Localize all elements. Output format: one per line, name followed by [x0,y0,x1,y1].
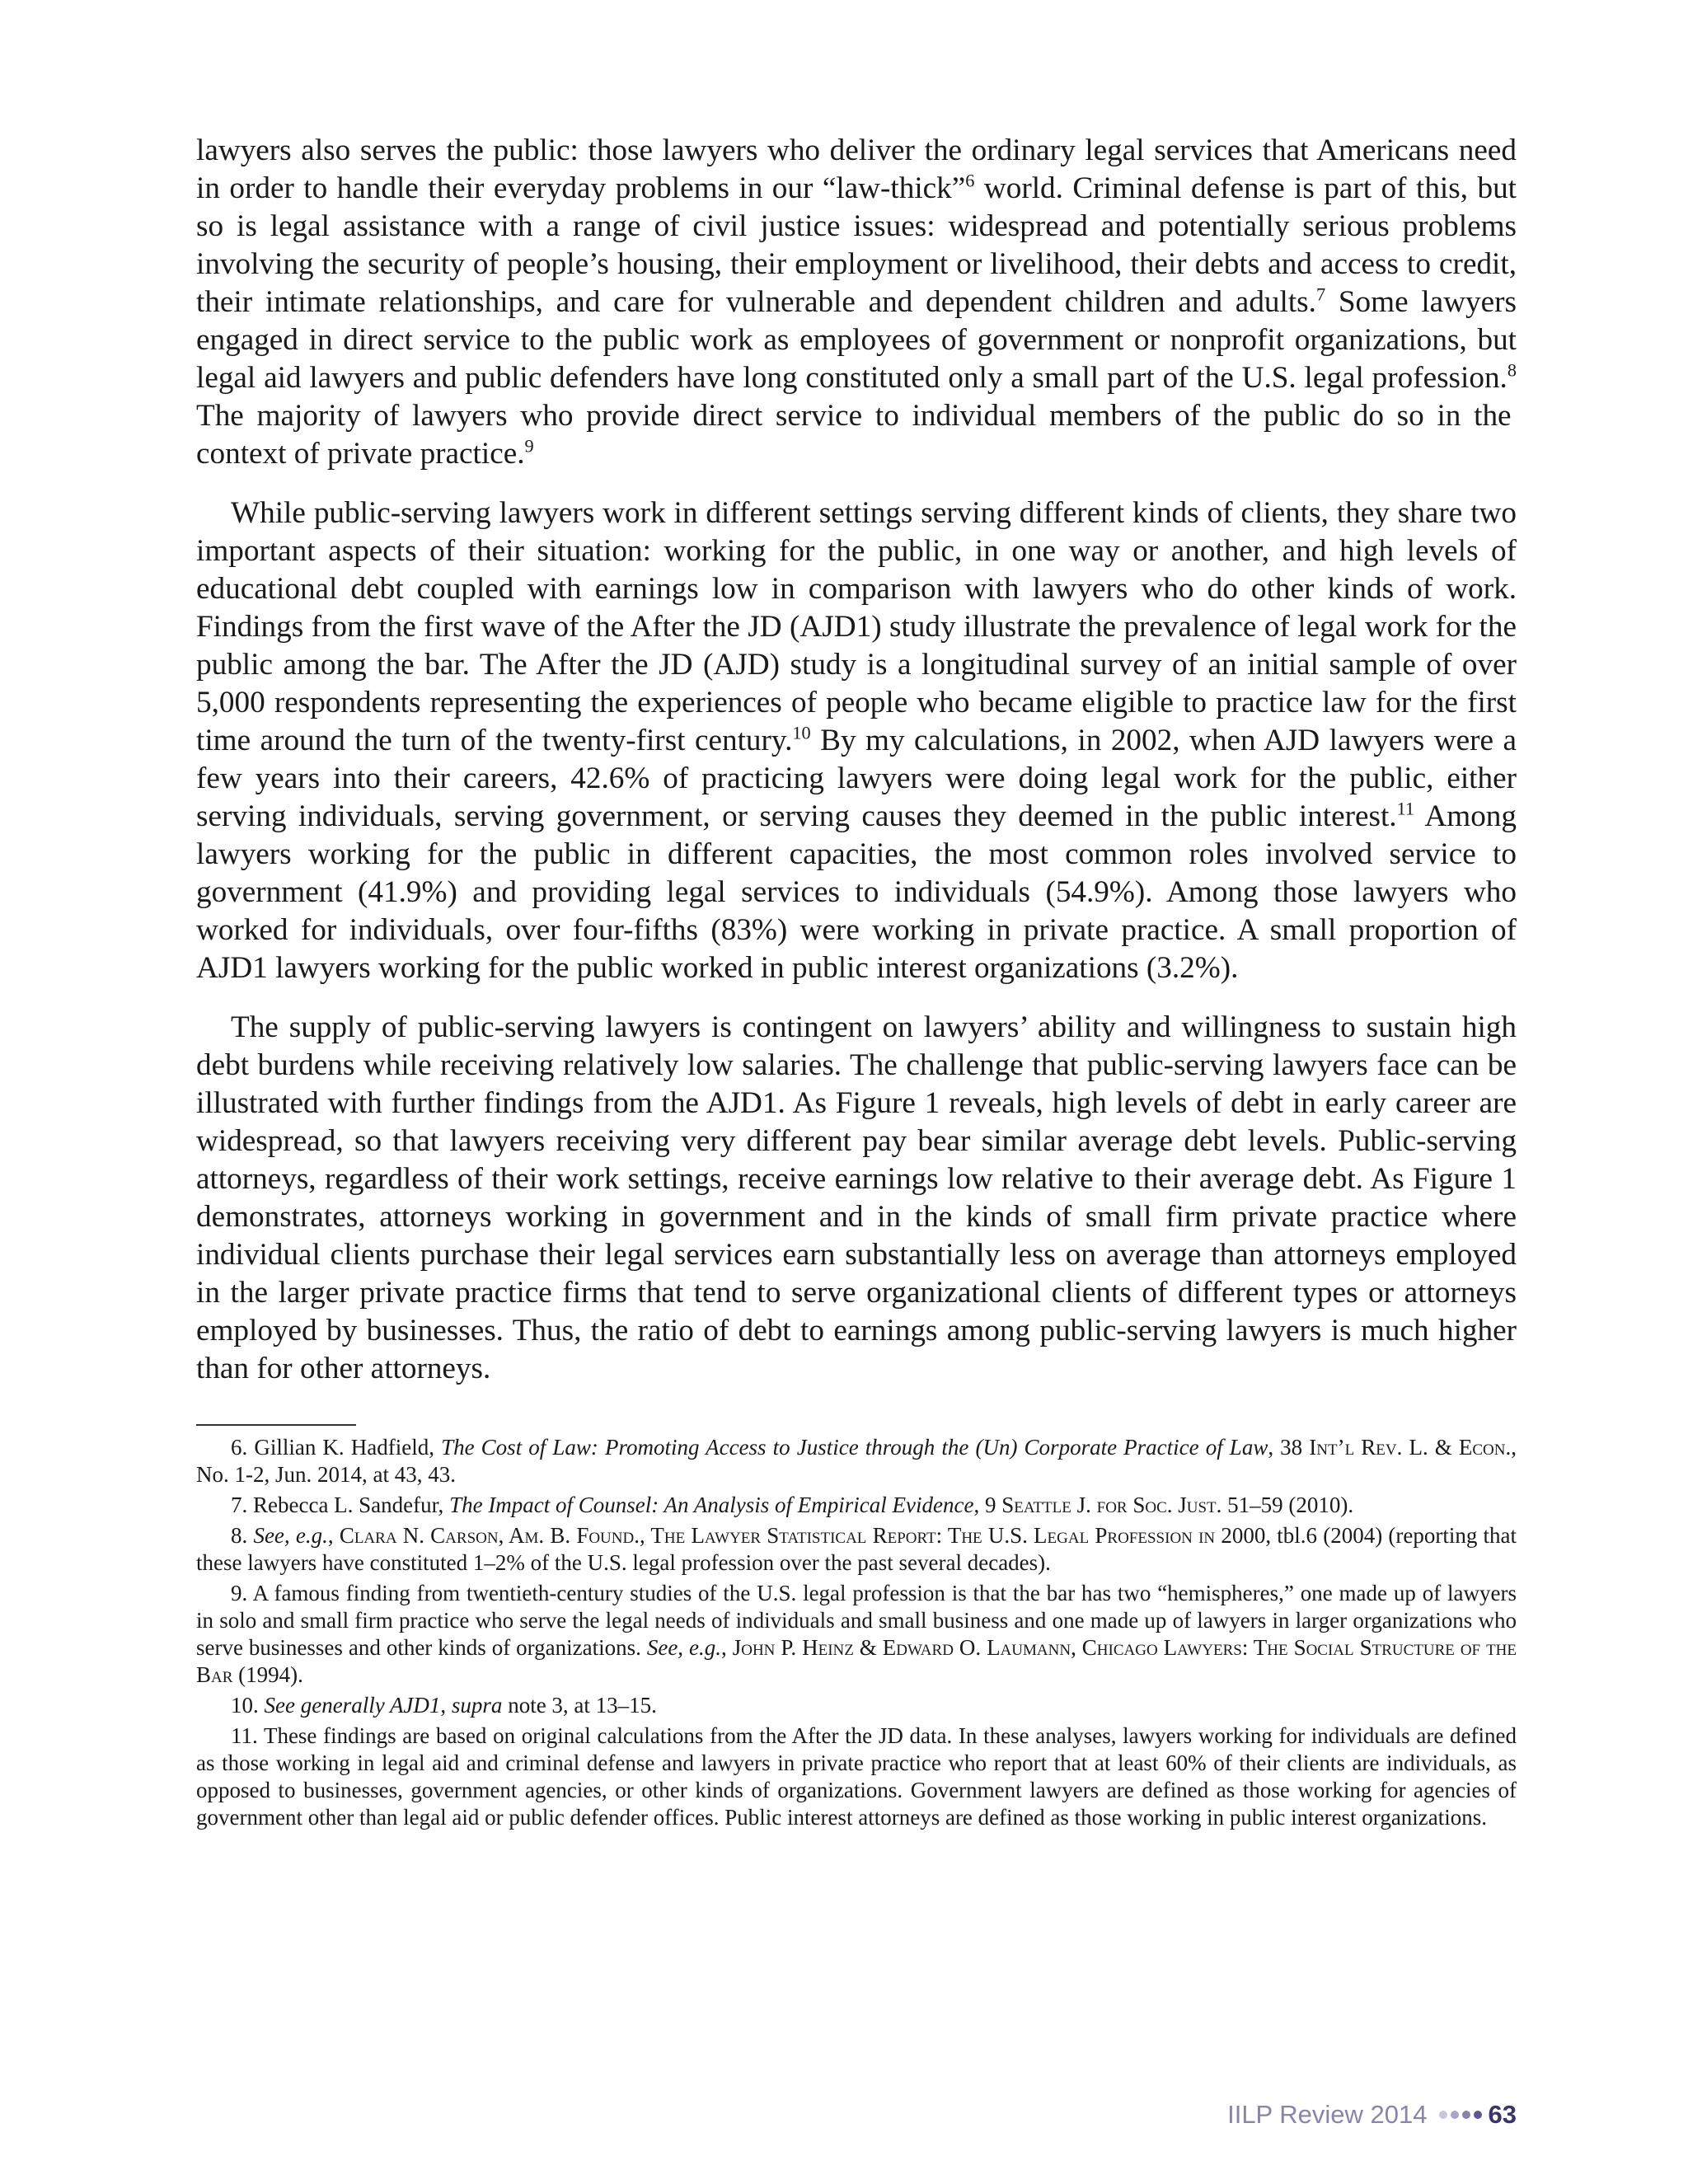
footnotes [196,1434,1517,1831]
body-text [196,132,1517,1388]
footnote-ref-8[interactable]: 8 [1507,359,1517,381]
paragraph-1: lawyers also serves the public: those lawyers who deliver the ordinary legal services that Americans need in order to handle their everyday problems in our “law-thick”$^6$ world. Criminal defense is part of this, but so is legal assistance with a range of civil justice issues: widespread and potentially serious problems involving the security of people’s housing, their employment or livelihood, their debts and access to credit, their intimate relationships, and care for vulnerable and dependent children and adults.$^7$ Some lawyers engaged in direct service to the public work as employees of government or nonprofit organizations, but legal aid lawyers and public defenders have long constituted only a small part of the U.S. legal profession.$^8$ The majority of lawyers who provide direct service to individual members of the public do so in the context of private practice.$^9$ [196,134,1517,471]
footnote-9: 9. A famous finding from twentieth-century studies of the U.S. legal profession is that the bar has two “hemispheres,” one made up of lawyers in solo and small firm practice who serve the legal needs of individuals and small business and one made up of lawyers in larger organizations who serve businesses and other kinds of organizations. See, e.g., John P. Heinz & Edward O. Laumann, Chicago Lawyers: The Social Structure of the Bar (1994). [196,1581,1517,1687]
journal-title: IILP Review 2014 [1227,2100,1428,2129]
footnote-ref-9[interactable]: 9 [524,435,534,457]
footnote-ref-11[interactable]: 11 [1396,798,1415,819]
paragraph-3: The supply of public-serving lawyers is contingent on lawyers’ ability and willingness to sustain high debt burdens while receiving relatively low salaries. The challenge that public-serving lawyers face can be illustrated with further findings from the AJD1. As Figure 1 reveals, high levels of debt in early career are widespread, so that lawyers receiving very different pay bear similar average debt levels. Public-serving attorneys, regardless of their work settings, receive earnings low relative to their average debt. As Figure 1 demonstrates, attorneys working in government and in the kinds of small firm private practice where individual clients purchase their legal services earn substantially less on average than attorneys employed in the larger private practice firms that tend to serve organizational clients of different types or attorneys employed by businesses. Thus, the ratio of debt to earnings among public-serving lawyers is much higher than for other attorneys. [196,1010,1517,1385]
footer-dot-2 [1451,2111,1459,2119]
footnote-ref-10[interactable]: 10 [792,722,811,743]
footer-dot-4 [1474,2111,1482,2119]
footnote-divider [196,1424,356,1426]
paragraph-2: While public-serving lawyers work in different settings serving different kinds of clients, they share two important aspects of their situation: working for the public, in one way or another, and high levels of educational debt coupled with earnings low in comparison with lawyers who do other kinds of work. Findings from the first wave of the After the JD (AJD1) study illustrate the prevalence of legal work for the public among the bar. The After the JD (AJD) study is a longitudinal survey of an initial sample of over 5,000 respondents representing the experiences of people who became eligible to practice law for the first time around the turn of the twenty-first century.$^{10}$ By my calculations, in 2002, when AJD lawyers were a few years into their careers, 42.6% of practicing lawyers were doing legal work for the public, either serving individuals, serving government, or serving causes they deemed in the public interest.$^{11}$ Among lawyers working for the public in different capacities, the most common roles involved service to government (41.9%) and providing legal services to individuals (54.9%). Among those lawyers who worked for individuals, over four-fifths (83%) were working in private practice. A small proportion of AJD1 lawyers working for the public worked in public interest organizations (3.2%). [196,496,1517,985]
footnote-11: 11. These findings are based on original calculations from the After the JD data. In these analyses, lawyers working for individuals are defined as those working in legal aid and criminal defense and lawyers in private practice who report that at least 60% of their clients are individuals, as opposed to businesses, government agencies, or other kinds of organizations. Government lawyers are defined as those working for agencies of government other than legal aid or public defender offices. Public interest attorneys are defined as those working in public interest organizations. [196,1723,1517,1830]
footnote-10: 10. See generally AJD1, supra note 3, at 13–15. [231,1693,657,1718]
footer-dot-3 [1462,2111,1470,2119]
footnote-ref-7[interactable]: 7 [1315,284,1326,305]
footer-dots [1439,2111,1482,2119]
footer-dot-1 [1439,2111,1447,2119]
page-footer [1227,2100,1517,2130]
page-number: 63 [1488,2100,1517,2129]
footnote-8: 8. See, e.g., Clara N. Carson, Am. B. Found., The Lawyer Statistical Report: The U.S. Legal Profession in 2000, tbl.6 (2004) (reporting that these lawyers have constituted 1–2% of the U.S. legal profession over the past several decades). [196,1523,1517,1575]
footnote-ref-6[interactable]: 6 [965,170,975,191]
footnote-7: 7. Rebecca L. Sandefur, The Impact of Counsel: An Analysis of Empirical Evidence, 9 Seattle J. for Soc. Just. 51–59 (2010). [231,1493,1354,1517]
page [196,132,1517,1835]
footnote-6: 6. Gillian K. Hadfield, The Cost of Law: Promoting Access to Justice through the (Un) Corporate Practice of Law, 38 Int’l Rev. L. & Econ., No. 1-2, Jun. 2014, at 43, 43. [196,1435,1517,1487]
